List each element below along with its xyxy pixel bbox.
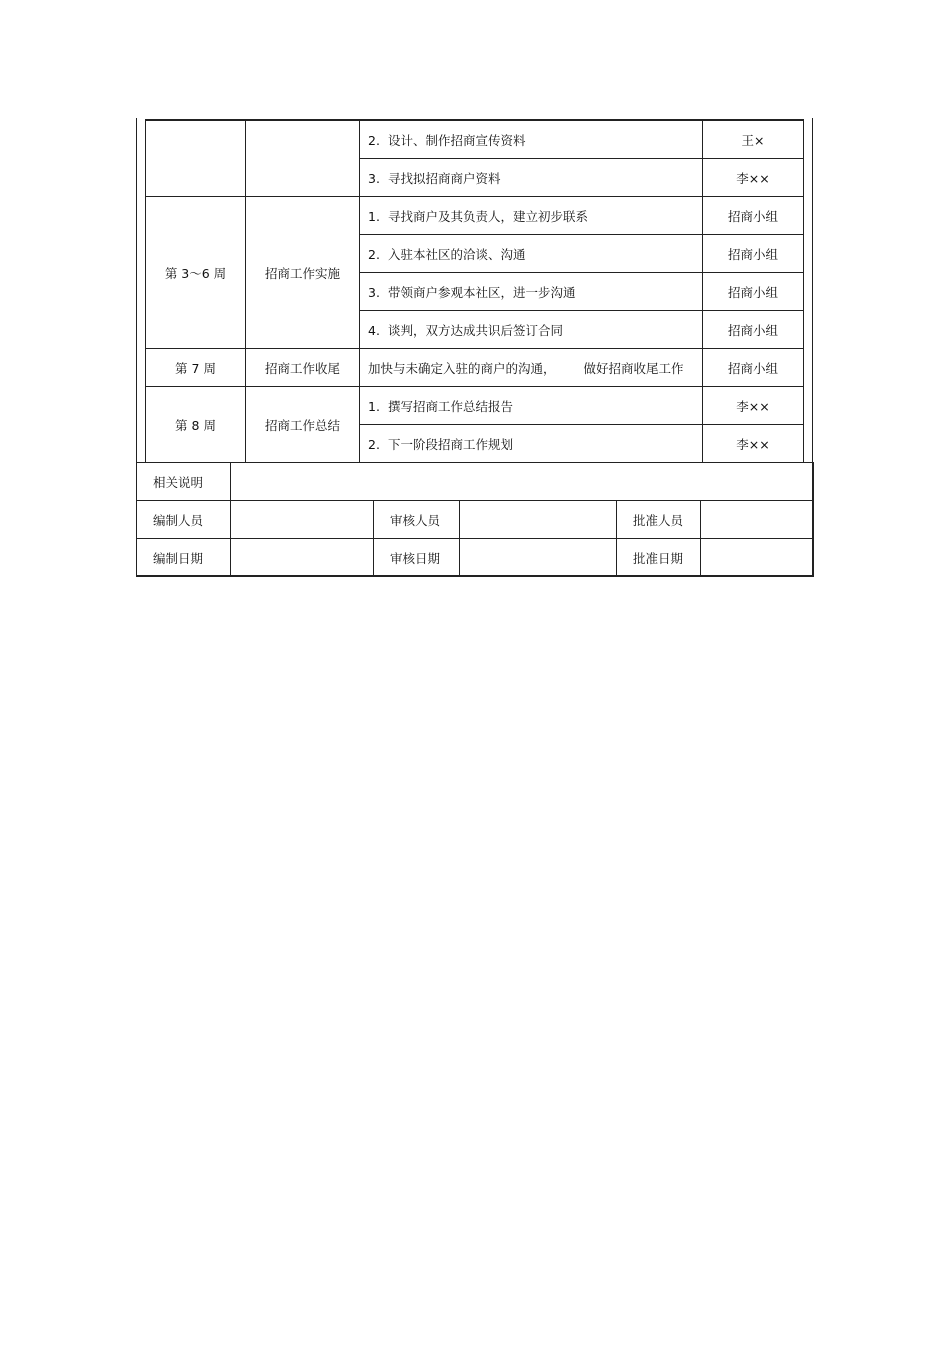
week-cell: 第 3～6 周 — [146, 197, 246, 349]
prepared-by-label: 编制人员 — [137, 501, 231, 539]
owner-cell: 王× — [703, 120, 804, 159]
task-cell — [360, 425, 703, 463]
task-number: 3. — [368, 284, 380, 300]
owner-cell: 李×× — [703, 159, 804, 197]
reviewed-date-label: 审核日期 — [374, 539, 460, 577]
owner-cell: 李×× — [703, 387, 804, 425]
personnel-row — [137, 501, 814, 539]
notes-field[interactable] — [231, 463, 814, 501]
notes-label: 相关说明 — [137, 463, 231, 501]
task-cell — [360, 349, 703, 387]
approved-by-field[interactable] — [701, 501, 814, 539]
task-cell — [360, 197, 703, 235]
phase-cell — [246, 120, 360, 197]
prepared-by-field[interactable] — [231, 501, 374, 539]
task-text: 谈判，双方达成共识后签订合同 — [387, 322, 563, 338]
prepared-date-label: 编制日期 — [137, 539, 231, 577]
task-cell — [360, 120, 703, 159]
task-text: 加快与未确定入驻的商户的沟通， — [368, 360, 556, 376]
task-number: 2. — [368, 132, 380, 148]
task-text: 设计、制作招商宣传资料 — [387, 132, 526, 148]
table-row — [146, 197, 804, 235]
phase-cell: 招商工作收尾 — [246, 349, 360, 387]
reviewed-by-field[interactable] — [460, 501, 617, 539]
week-cell: 第 7 周 — [146, 349, 246, 387]
phase-cell: 招商工作总结 — [246, 387, 360, 463]
week-cell — [146, 120, 246, 197]
phase-cell: 招商工作实施 — [246, 197, 360, 349]
task-text: 寻找拟招商商户资料 — [387, 170, 501, 186]
task-number: 3. — [368, 170, 380, 186]
task-text: 入驻本社区的洽谈、沟通 — [387, 246, 526, 262]
date-row — [137, 539, 814, 577]
week-cell: 第 8 周 — [146, 387, 246, 463]
task-text: 寻找商户及其负责人，建立初步联系 — [387, 208, 588, 224]
task-cell — [360, 159, 703, 197]
task-text: 带领商户参观本社区，进一步沟通 — [387, 284, 576, 300]
task-number: 2. — [368, 246, 380, 262]
task-number: 2. — [368, 436, 380, 452]
owner-cell: 招商小组 — [703, 273, 804, 311]
approved-date-field[interactable] — [701, 539, 814, 577]
task-text: 撰写招商工作总结报告 — [387, 398, 513, 414]
task-number: 1. — [368, 398, 380, 414]
owner-cell: 招商小组 — [703, 349, 804, 387]
task-text: 做好招商收尾工作 — [583, 360, 684, 376]
approved-by-label: 批准人员 — [617, 501, 701, 539]
recruitment-plan-table — [145, 119, 804, 463]
prepared-date-field[interactable] — [231, 539, 374, 577]
owner-cell: 招商小组 — [703, 197, 804, 235]
task-cell — [360, 273, 703, 311]
task-text: 下一阶段招商工作规划 — [387, 436, 513, 452]
approval-table — [136, 462, 814, 577]
notes-row — [137, 463, 814, 501]
table-row — [146, 120, 804, 159]
task-number: 1. — [368, 208, 380, 224]
reviewed-by-label: 审核人员 — [374, 501, 460, 539]
task-cell — [360, 387, 703, 425]
task-number: 4. — [368, 322, 380, 338]
owner-cell: 李×× — [703, 425, 804, 463]
owner-cell: 招商小组 — [703, 311, 804, 349]
task-cell — [360, 235, 703, 273]
table-row — [146, 387, 804, 425]
table-row — [146, 349, 804, 387]
task-cell — [360, 311, 703, 349]
approved-date-label: 批准日期 — [617, 539, 701, 577]
owner-cell: 招商小组 — [703, 235, 804, 273]
reviewed-date-field[interactable] — [460, 539, 617, 577]
